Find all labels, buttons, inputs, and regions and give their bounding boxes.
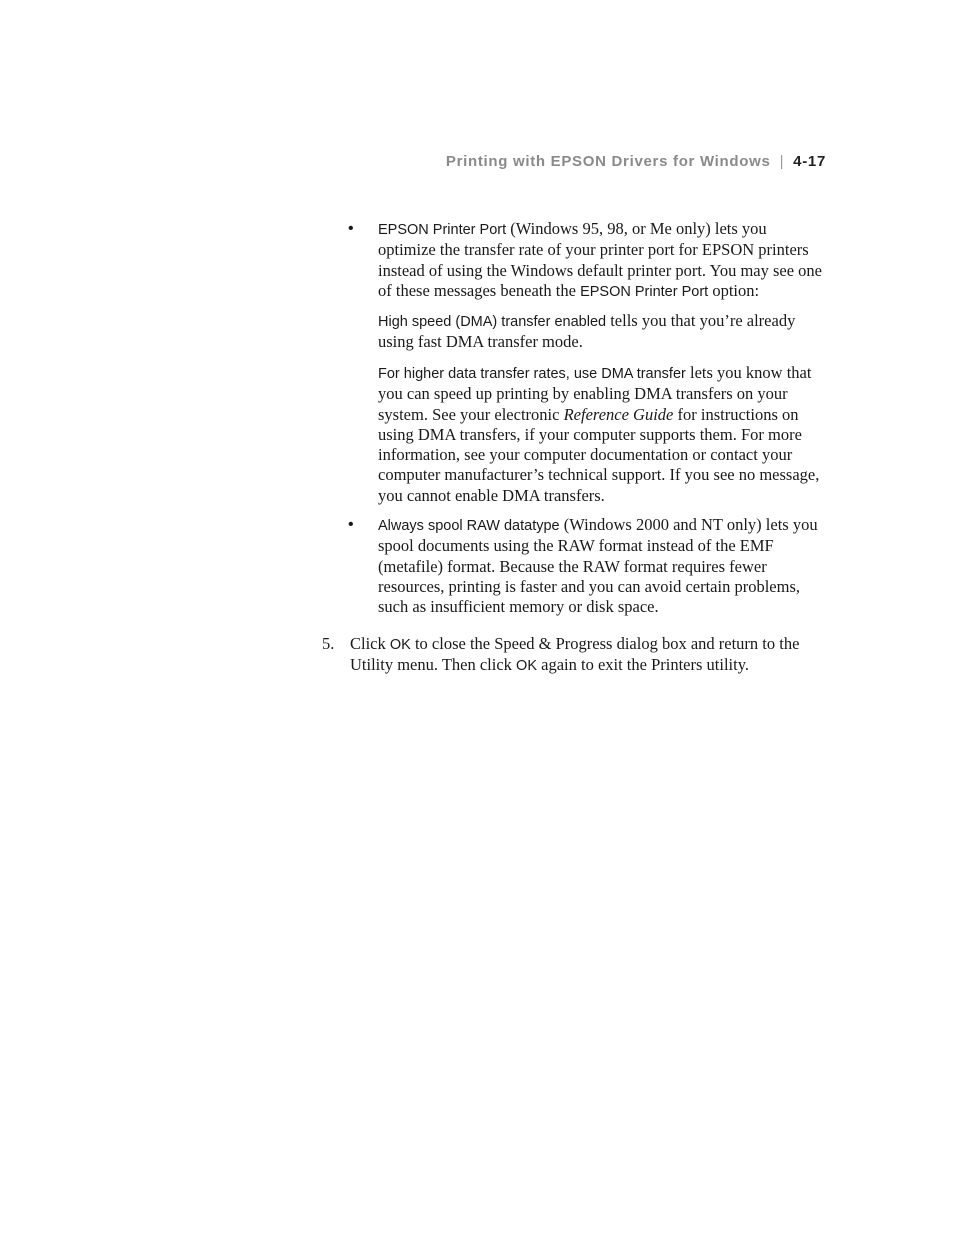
bullet-paragraph (378, 515, 828, 617)
step-5 (322, 634, 820, 677)
running-header (446, 153, 826, 170)
step-text: Click (350, 634, 390, 653)
step-number: 5. (322, 634, 335, 653)
bullet-always-spool-raw (348, 515, 828, 617)
message-text: lets you know that you can speed up printing by enabling DMA transfers on your system. See your electronic (378, 363, 812, 424)
term-epson-printer-port-2: EPSON Printer Port (580, 283, 709, 300)
bullet-text-end: option: (708, 280, 760, 300)
term-always-spool-raw: Always spool RAW datatype (378, 518, 560, 534)
bullet-marker: • (348, 516, 354, 533)
message-text: tells you that you’re already using fast DMA transfer mode. (378, 311, 796, 352)
bullet-text: (Windows 2000 and NT only) lets you spool documents using the RAW format instead of the EMF (metafile) format. Because the RAW format requires fewer resources, printing is faster and you can avoid certain problems, such as insufficient memory or disk space. (378, 515, 818, 617)
step-text-mid: to close the Speed & Progress dialog box and return to the Utility menu. Then click (350, 634, 800, 675)
ok-label: OK (389, 637, 411, 653)
bullet-epson-printer-port (348, 219, 828, 302)
step-text-end: again to exit the Printers utility. (537, 655, 750, 675)
message-use-dma (378, 363, 828, 506)
step-paragraph (350, 634, 820, 677)
term-dma-enabled: High speed (DMA) transfer enabled (378, 314, 607, 330)
ok-label-2: OK (516, 658, 537, 675)
bullet-paragraph (378, 219, 828, 302)
message-dma-enabled (378, 311, 828, 353)
reference-guide-title: Reference Guide (563, 404, 674, 424)
bullet-text: (Windows 95, 98, or Me only) lets you optimize the transfer rate of your printer port for EPSON printers instead of using the Windows default printer port. You may see one of these messages beneath the (378, 219, 823, 300)
message-paragraph (378, 363, 828, 506)
message-paragraph (378, 311, 828, 353)
bullet-marker: • (348, 220, 354, 237)
message-text-end: for instructions on using DMA transfers, if your computer supports them. For more information, see your computer documentation or contact your computer manufacturer’s technical support. If you see no message, you cannot enable DMA transfers. (378, 404, 820, 505)
term-use-dma: For higher data transfer rates, use DMA transfer (378, 366, 686, 382)
header-separator: | (779, 153, 785, 170)
term-epson-printer-port: EPSON Printer Port (378, 222, 507, 238)
header-title: Printing with EPSON Drivers for Windows (445, 153, 771, 170)
page-number: 4-17 (793, 153, 826, 170)
